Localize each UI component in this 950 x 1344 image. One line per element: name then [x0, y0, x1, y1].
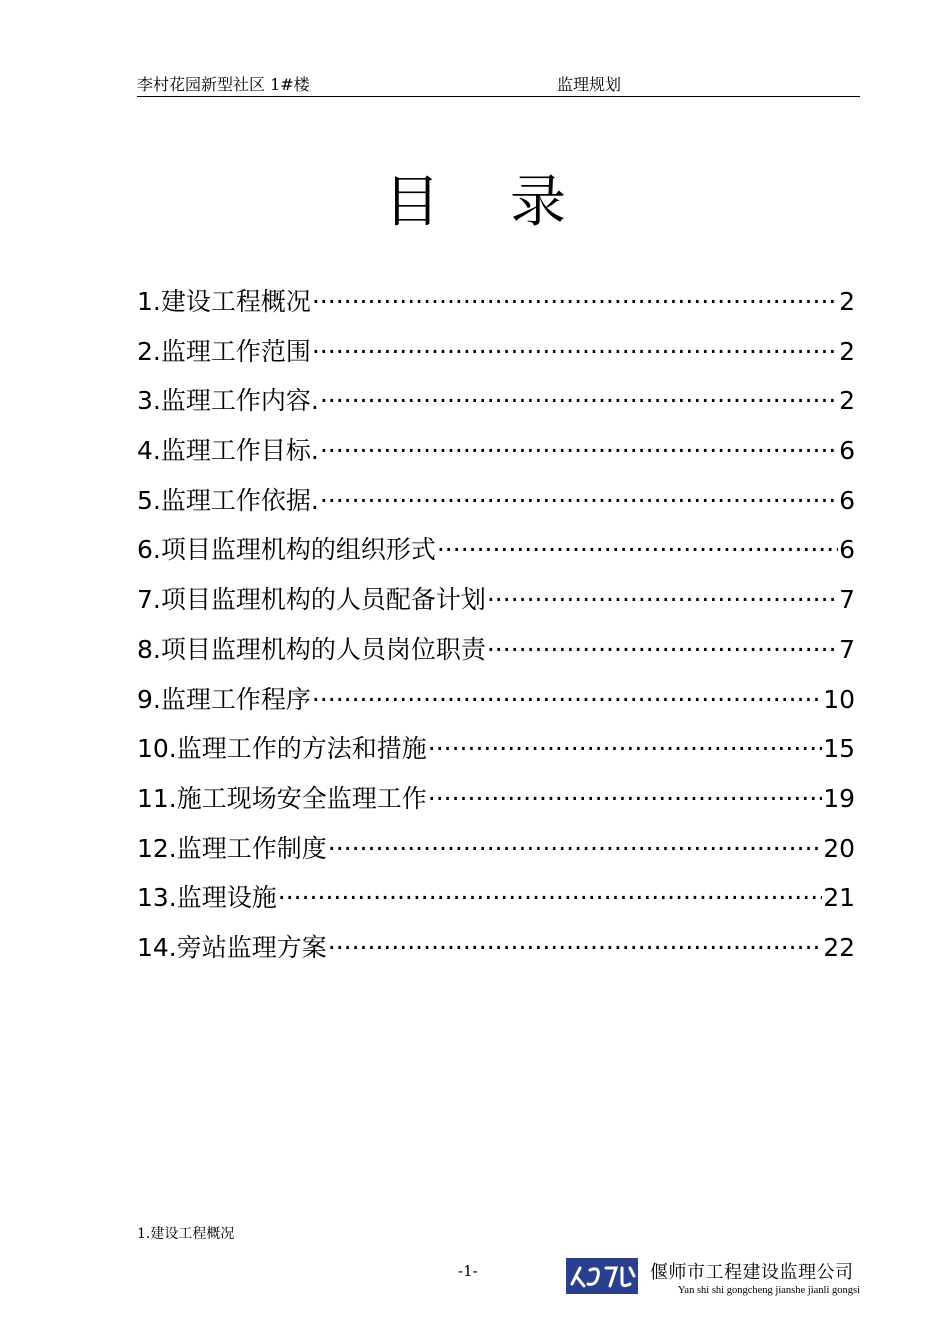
toc-entry[interactable]	[137, 282, 855, 332]
toc-dot-leader	[428, 784, 822, 813]
toc-entry-page: 2	[839, 386, 855, 416]
toc-dot-leader	[487, 635, 838, 664]
toc-entry[interactable]	[137, 630, 855, 680]
toc-entry-title: 11.施工现场安全监理工作	[137, 783, 427, 813]
toc-entry[interactable]	[137, 481, 855, 531]
toc-entry-title: 9.监理工作程序	[137, 684, 311, 714]
toc-dot-leader	[312, 287, 838, 316]
toc-entry[interactable]	[137, 829, 855, 879]
toc-entry-title: 8.项目监理机构的人员岗位职责	[137, 634, 486, 664]
page-header	[137, 70, 860, 97]
toc-dot-leader	[437, 535, 838, 564]
header-document-type: 监理规划	[557, 75, 622, 94]
toc-dot-leader	[328, 834, 822, 863]
toc-entry-title: 6.项目监理机构的组织形式	[137, 535, 436, 565]
toc-entry-page: 6	[839, 485, 855, 515]
toc-entry-title: 10.监理工作的方法和措施	[137, 734, 427, 764]
toc-entry[interactable]	[137, 580, 855, 630]
toc-entry-page: 2	[839, 336, 855, 366]
header-project-name: 李村花园新型社区 1#楼	[137, 75, 310, 94]
toc-entry-page: 22	[823, 932, 855, 962]
toc-dot-leader	[278, 883, 822, 912]
toc-title: 目录	[384, 170, 636, 235]
toc-dot-leader	[312, 685, 822, 714]
toc-entry-title: 5.监理工作依据.	[137, 485, 319, 515]
toc-dot-leader	[312, 337, 838, 366]
toc-entry-page: 7	[839, 585, 855, 615]
toc-entry[interactable]	[137, 530, 855, 580]
toc-entry-page: 6	[839, 436, 855, 466]
company-logo-icon	[566, 1258, 638, 1294]
toc-entry-title: 7.项目监理机构的人员配备计划	[137, 585, 486, 615]
toc-entry-page: 7	[839, 634, 855, 664]
company-name: 偃师市工程建设监理公司	[650, 1262, 854, 1283]
toc-entry[interactable]	[137, 431, 855, 481]
toc-entry-title: 3.监理工作内容.	[137, 386, 319, 416]
table-of-contents	[137, 282, 855, 978]
toc-entry-page: 19	[823, 783, 855, 813]
toc-dot-leader	[428, 734, 822, 763]
toc-entry-page: 15	[823, 734, 855, 764]
toc-entry-title: 4.监理工作目标.	[137, 436, 319, 466]
toc-entry[interactable]	[137, 332, 855, 382]
toc-entry-title: 2.监理工作范围	[137, 336, 311, 366]
toc-entry-title: 12.监理工作制度	[137, 833, 327, 863]
toc-entry-page: 21	[823, 883, 855, 913]
toc-entry-title: 13.监理设施	[137, 883, 277, 913]
company-block	[650, 1258, 860, 1296]
toc-entry-page: 10	[823, 684, 855, 714]
toc-dot-leader	[320, 386, 838, 415]
toc-dot-leader	[320, 436, 838, 465]
footer-section-name: 1.建设工程概况	[137, 1226, 235, 1242]
toc-entry[interactable]	[137, 878, 855, 928]
toc-entry-page: 6	[839, 535, 855, 565]
toc-entry-page: 2	[839, 287, 855, 316]
toc-entry[interactable]	[137, 928, 855, 978]
toc-entry-page: 20	[823, 833, 855, 863]
toc-entry[interactable]	[137, 381, 855, 431]
toc-entry-title: 1.建设工程概况	[137, 287, 311, 316]
page-number: -1-	[458, 1262, 478, 1280]
toc-entry[interactable]	[137, 680, 855, 730]
toc-entry[interactable]	[137, 779, 855, 829]
company-pinyin: Yan shi shi gongcheng jianshe jianli gongsi	[677, 1285, 860, 1296]
toc-entry[interactable]	[137, 729, 855, 779]
toc-dot-leader	[487, 585, 838, 614]
toc-dot-leader	[328, 933, 822, 962]
toc-entry-title: 14.旁站监理方案	[137, 932, 327, 962]
toc-dot-leader	[320, 486, 838, 515]
